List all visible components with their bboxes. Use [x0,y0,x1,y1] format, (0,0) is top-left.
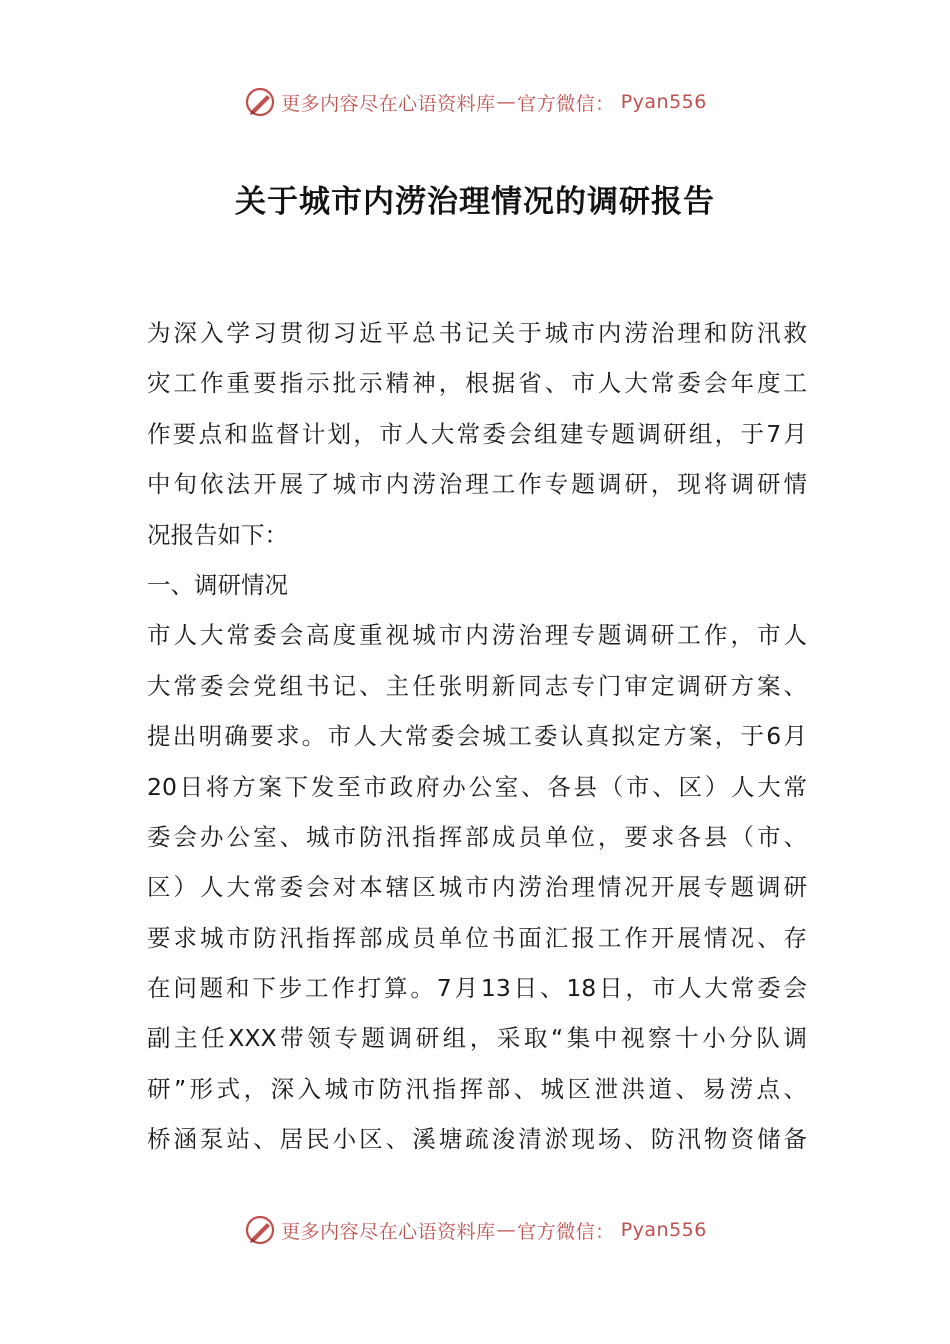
body-line: 中旬依法开展了城市内涝治理工作专题调研，现将调研情 [147,470,807,499]
banner-wechat-id: Pyan556 [620,1219,707,1241]
body-line: 提出明确要求。市人大常委会城工委认真拟定方案，于6月 [147,722,807,751]
body-line: 灾工作重要指示批示精神，根据省、市人大常委会年度工 [147,369,807,398]
body-line: 况报告如下： [147,520,288,549]
document-body [147,308,807,1165]
pen-logo-icon [243,1213,277,1247]
footer-banner [0,1210,950,1250]
body-line: 桥涵泵站、居民小区、溪塘疏浚清淤现场、防汛物资储备 [147,1125,807,1154]
body-line: 大常委会党组书记、主任张明新同志专门审定调研方案、 [147,671,807,700]
banner-dash: — [496,91,517,113]
banner-wechat-label: 官方微信： [517,92,615,115]
body-line: 作要点和监督计划，市人大常委会组建专题调研组，于7月 [147,419,807,448]
body-line: 20日将方案下发至市政府办公室、各县（市、区）人大常 [147,772,807,801]
banner-brand-text: 更多内容尽在心语资料库 [281,1220,496,1243]
banner-wechat-label: 官方微信： [517,1220,615,1243]
banner-dash: — [496,1219,517,1241]
banner-wechat-id: Pyan556 [620,91,707,113]
section-heading: 一、调研情况 [147,570,288,599]
body-line: 在问题和下步工作打算。7月13日、18日，市人大常委会 [147,974,807,1003]
body-line: 委会办公室、城市防汛指挥部成员单位，要求各县（市、 [147,822,807,851]
body-line: 区）人大常委会对本辖区城市内涝治理情况开展专题调研 [147,873,807,902]
body-line: 市人大常委会高度重视城市内涝治理专题调研工作，市人 [147,621,807,650]
body-line: 研”形式，深入城市防汛指挥部、城区泄洪道、易涝点、 [147,1074,807,1103]
body-line: 副主任XXX带领专题调研组，采取“集中视察十小分队调 [147,1024,807,1053]
document-title: 关于城市内涝治理情况的调研报告 [235,184,715,220]
body-line: 要求城市防汛指挥部成员单位书面汇报工作开展情况、存 [147,923,807,952]
header-banner [0,82,950,122]
banner-brand-text: 更多内容尽在心语资料库 [281,92,496,115]
body-line: 为深入学习贯彻习近平总书记关于城市内涝治理和防汛救 [147,319,807,347]
pen-logo-icon [243,85,277,119]
